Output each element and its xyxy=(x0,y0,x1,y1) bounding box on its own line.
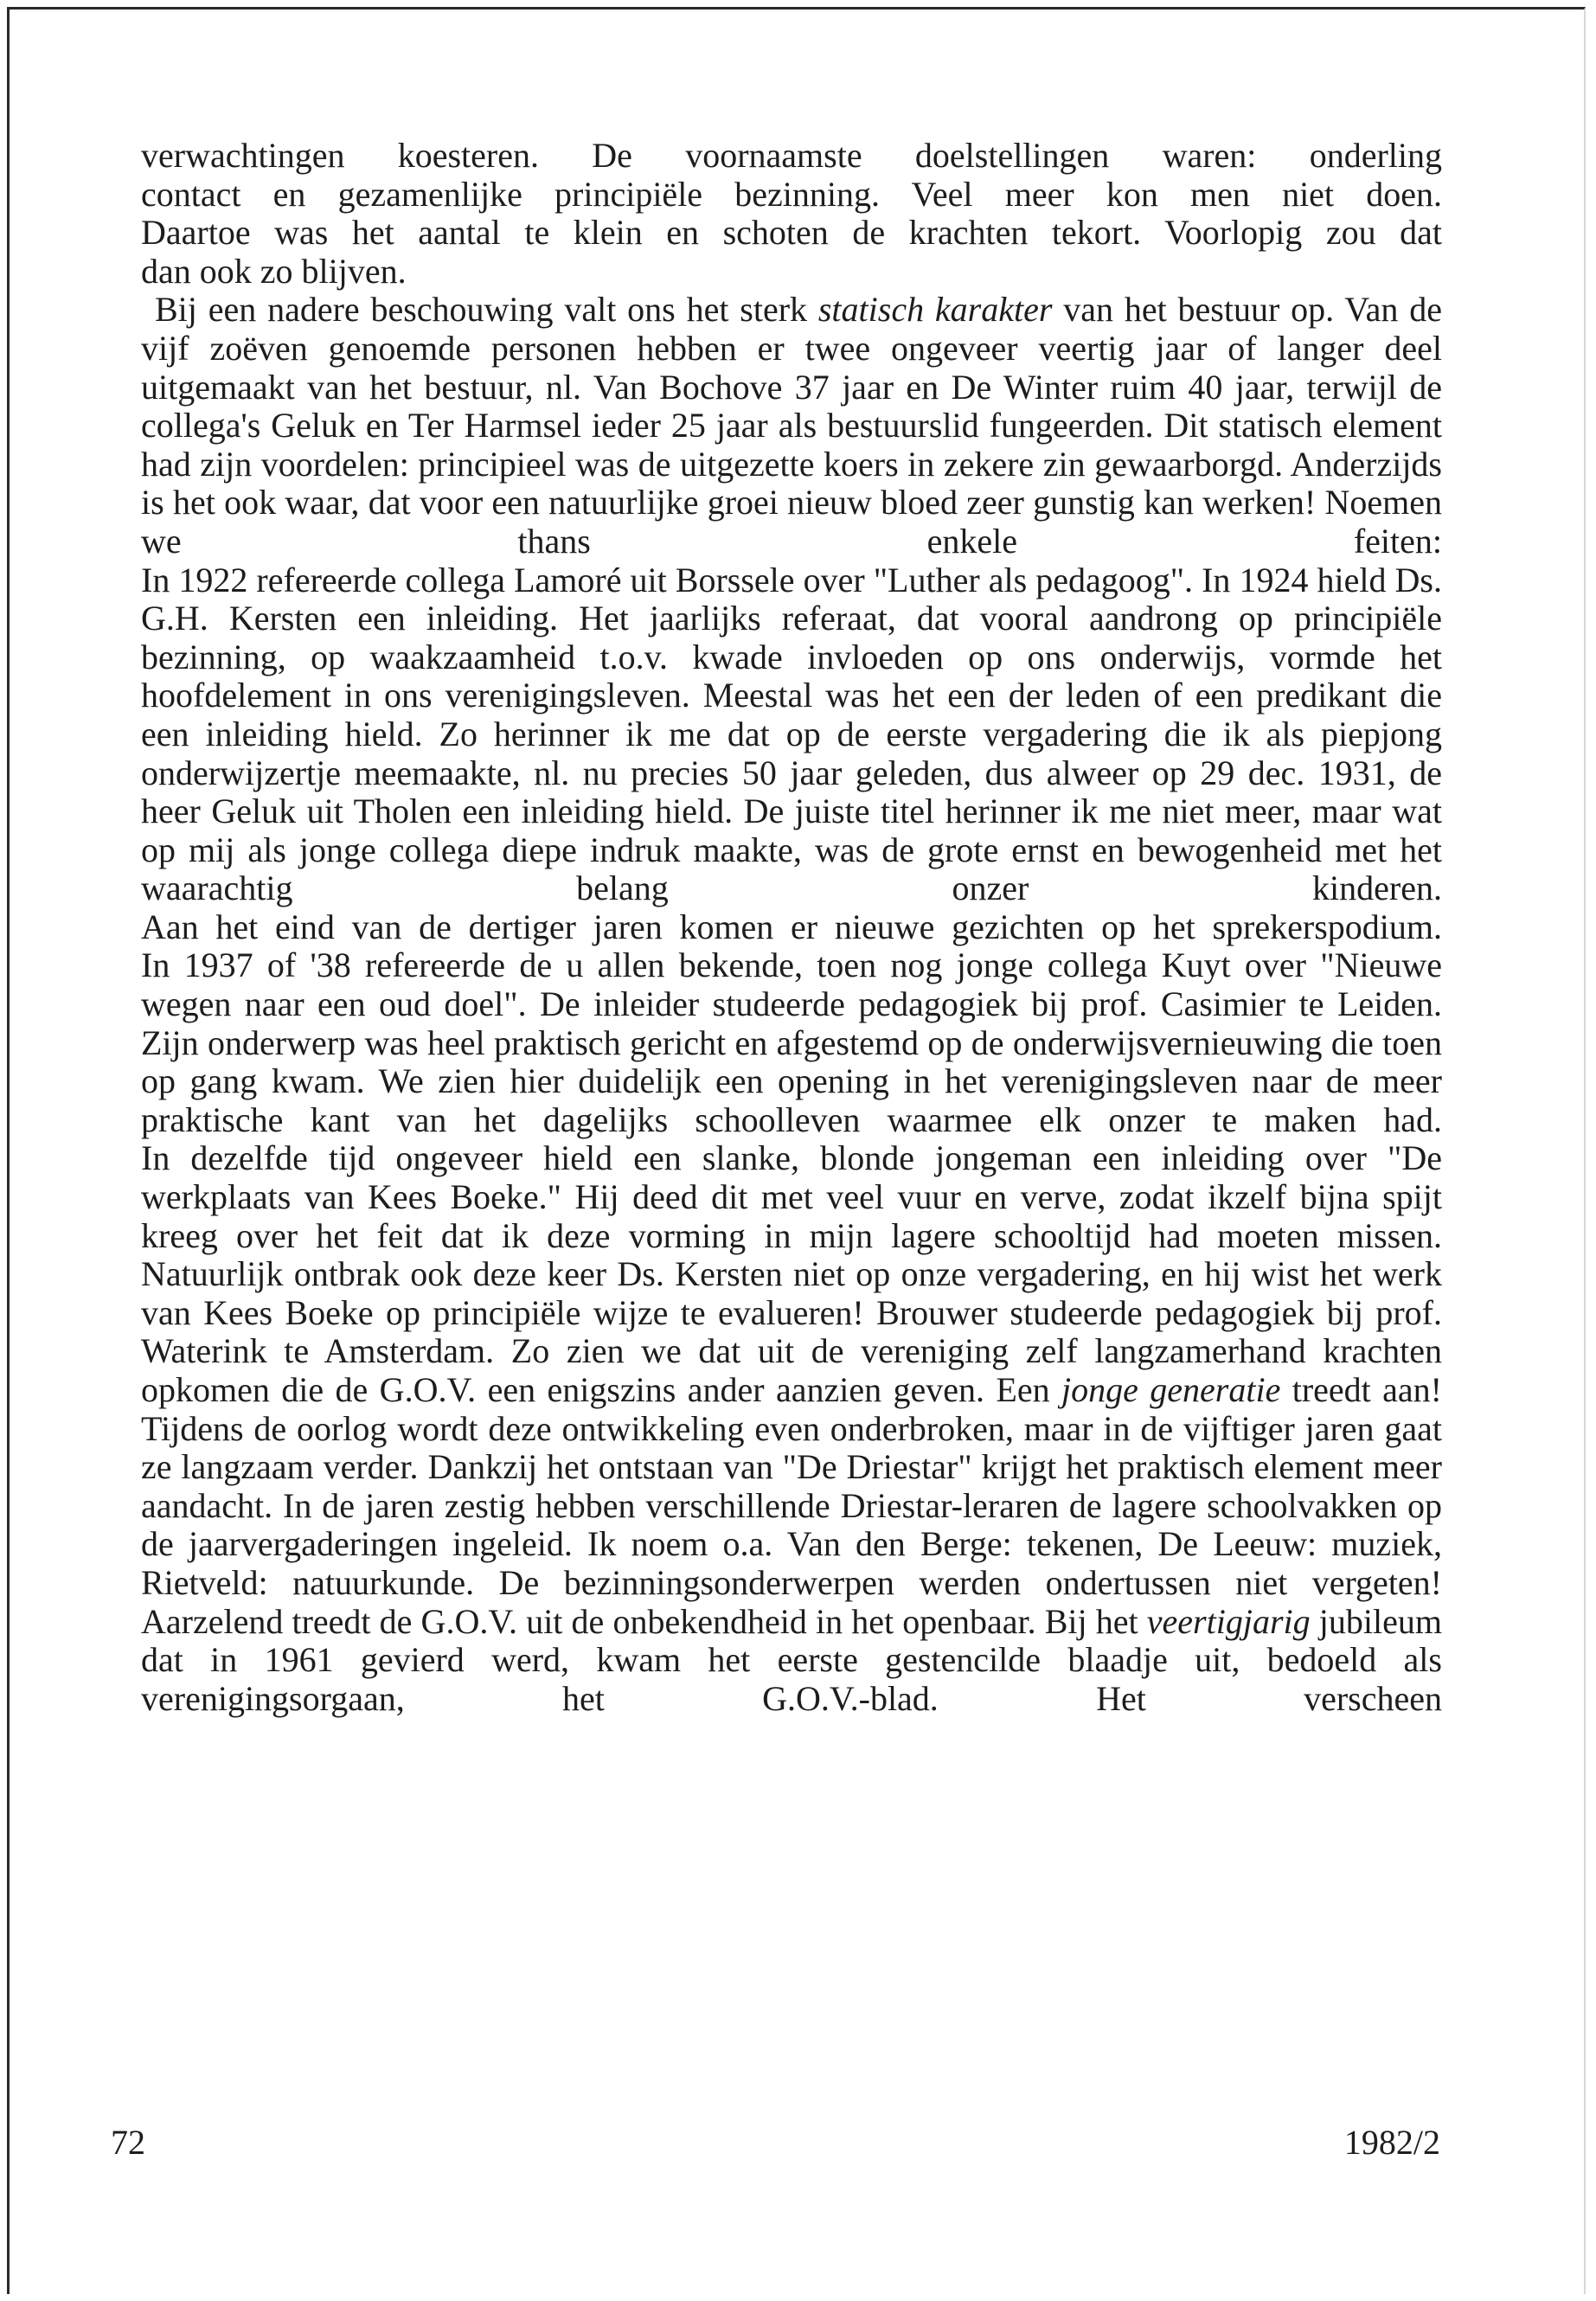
paragraph-8 xyxy=(141,1603,1442,1719)
paragraph-6-text-a: In dezelfde tijd ongeveer hield een slanke, blonde jongeman een inleiding over "De werkplaats van Kees Boeke." Hij deed dit met veel vuur en verve, zodat ikzelf bijna spijt kreeg over het feit dat ik deze vorming in mijn lagere schooltijd had moeten missen. Natuurlijk ontbrak ook deze keer Ds. Kersten niet op onze vergadering, en hij wist het werk van Kees Boeke op principiële wijze te evalueren! Brouwer studeerde pedagogiek bij prof. Waterink te Amsterdam. Zo zien we dat uit de vereniging zelf langzamerhand krachten opkomen die de G.O.V. een enigszins ander aanzien geven. Een xyxy=(141,1138,1442,1409)
paragraph-2-emphasis: statisch karakter xyxy=(817,290,1053,330)
issue-number: 1982/2 xyxy=(1343,2123,1440,2162)
paragraph-6-emphasis: jonge generatie xyxy=(1061,1370,1281,1409)
paragraph-4: Aan het eind van de dertiger jaren komen er nieuwe gezichten op het sprekerspodium. xyxy=(141,907,1442,946)
paragraph-8-emphasis: veertigjarig xyxy=(1146,1601,1311,1641)
paragraph-8-text-a: Aarzelend treedt de G.O.V. uit de onbekendheid in het openbaar. Bij het xyxy=(141,1601,1147,1641)
paragraph-3: In 1922 refereerde collega Lamoré uit Borssele over "Luther als pedagoog". In 1924 hield Ds. G.H. Kersten een inleiding. Het jaarlijks referaat, dat vooral aandrong op principiële bezinning, op waakzaamheid t.o.v. kwade invloeden op ons onderwijs, vormde het hoofdelement in ons verenigingsleven. Meestal was het een der leden of een predikant die een inleiding hield. Zo herinner ik me dat op de eerste vergadering die ik als piepjong onderwijzertje meemaakte, nl. nu precies 50 jaar geleden, dus alweer op 29 dec. 1931, de heer Geluk uit Tholen een inleiding hield. De juiste titel herinner ik me niet meer, maar wat op mij als jonge collega diepe indruk maakte, was de grote ernst en bewogenheid met het waarachtig belang onzer kinderen. xyxy=(141,560,1442,908)
paragraph-7: Tijdens de oorlog wordt deze ontwikkeling even onderbroken, maar in de vijftiger jaren gaat ze langzaam verder. Dankzij het ontstaan van "De Driestar" krijgt het praktisch element meer aandacht. In de jaren zestig hebben verschillende Driestar-leraren de lagere schoolvakken op de jaarvergaderingen ingeleid. Ik noem o.a. Van den Berge: tekenen, De Leeuw: muziek, Rietveld: natuurkunde. De bezinningsonderwerpen werden ondertussen niet vergeten! xyxy=(141,1408,1442,1602)
paragraph-6 xyxy=(141,1139,1442,1409)
page-number: 72 xyxy=(111,2123,145,2162)
paragraph-1-line-2: contact en gezamenlijke principiële bezinning. Veel meer kon men niet doen. xyxy=(141,174,1442,214)
paragraph-2-text-a: Bij een nadere beschouwing valt ons het sterk xyxy=(155,290,818,330)
paragraph-2 xyxy=(141,291,1442,561)
paragraph-1-line-3: Daartoe was het aantal te klein en schoten de krachten tekort. Voorlopig zou dat xyxy=(141,213,1442,253)
paragraph-1-line-1: verwachtingen koesteren. De voornaamste doelstellingen waren: onderling xyxy=(141,136,1442,175)
paragraph-8-text-b: jubileum dat in 1961 gevierd werd, kwam het eerste gestencilde blaadje uit, bedoeld als verenigingsorgaan, het G.O.V.-blad. Het verscheen xyxy=(141,1601,1442,1718)
paragraph-6-text-b: treedt aan! xyxy=(1280,1370,1443,1409)
paragraph-5: In 1937 of '38 refereerde de u allen bekende, toen nog jonge collega Kuyt over "Nieuwe wegen naar een oud doel". De inleider studeerde pedagogiek bij prof. Casimier te Leiden. Zijn onderwerp was heel praktisch gericht en afgestemd op de onderwijsvernieuwing die toen op gang kwam. We zien hier duidelijk een opening in het verenigingsleven naar de meer praktische kant van het dagelijks schoolleven waarmee elk onzer te maken had. xyxy=(141,945,1442,1139)
article-body xyxy=(141,137,1442,1718)
paragraph-1-line-4: dan ook zo blijven. xyxy=(141,251,407,291)
paragraph-2-text-b: van het bestuur op. Van de vijf zoëven genoemde personen hebben er twee ongeveer veertig jaar of langer deel uitgemaakt van het bestuur, nl. Van Bochove 37 jaar en De Winter ruim 40 jaar, terwijl de collega's Geluk en Ter Harmsel ieder 25 jaar als bestuurslid fungeerden. Dit statisch element had zijn voordelen: principieel was de uitgezette koers in zekere zin gewaarborgd. Anderzijds is het ook waar, dat voor een natuurlijke groei nieuw bloed zeer gunstig kan werken! Noemen we thans enkele feiten: xyxy=(141,290,1442,561)
